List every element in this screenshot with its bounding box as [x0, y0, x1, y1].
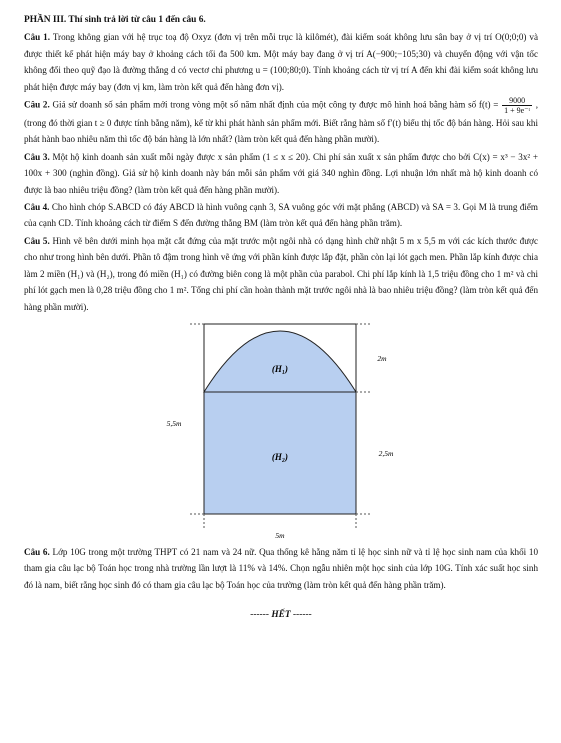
question-4	[24, 199, 538, 232]
h1-label: (H₁)	[271, 363, 289, 374]
question-1-text: Trong không gian với hệ trục toạ độ Oxyz (đơn vị trên mỗi trục là kilômét), đài kiểm soát không lưu sân bay ở vị trí O(0;0;0) và được thiết kế phát hiện máy bay ở khoảng cách tối đa 500 km. Một máy bay đang ở vị trí A(−900;−105;30) và chuyển động với vận tốc không đổi theo quỹ đạo là đường thẳng d có vectơ chỉ phương u = (100;80;0). Tính khoảng cách từ vị trí A đến khi đài kiểm soát không lưu phát hiện được máy bay (đơn vị km, làm tròn kết quả đến hàng đơn vị).	[24, 32, 539, 92]
dim-bottom-label: 2,5m	[378, 448, 394, 458]
house-front-diagram	[24, 316, 538, 544]
dim-total-height-label: 5,5m	[166, 418, 182, 428]
question-3	[24, 149, 538, 198]
question-2-text-a: Giả sử doanh số sản phẩm mới trong vòng một số năm nhất định của một công ty được mô hình hoá bằng hàm số f(t) =	[52, 99, 499, 110]
house-front-figure	[24, 316, 538, 544]
question-3-text: Một hộ kinh doanh sản xuất mỗi ngày được x sản phẩm (1 ≤ x ≤ 20). Chi phí sản xuất x sản phẩm được cho bởi C(x) = x³ − 3x² + 100x + 300 (nghìn đồng). Giả sử hộ kinh doanh này bán mỗi sản phẩm với giá 340 nghìn đồng. Lợi nhuận lớn nhất mà hộ kinh doanh có được là bao nhiêu triệu đồng? (làm tròn kết quả đến hàng phần mười).	[24, 151, 538, 195]
question-6-text: Lớp 10G trong một trường THPT có 21 nam và 24 nữ. Qua thống kê hằng năm tỉ lệ học sinh nữ và tỉ lệ học sinh nam của khối 10 tham gia câu lạc bộ Toán học trong nhà trường lần lượt là 11% và 14%. Chọn ngẫu nhiên một học sinh của lớp 10G. Tính xác suất học sinh đó là nam, biết rằng học sinh đó có tham gia câu lạc bộ Toán học của trường (làm tròn kết quả đến hàng phần trăm).	[24, 546, 539, 590]
dim-top-label: 2m	[377, 353, 387, 363]
question-6-label: Câu 6.	[24, 546, 50, 557]
question-1	[24, 29, 538, 95]
section-title: PHẦN III. Thí sinh trả lời từ câu 1 đến câu 6.	[24, 15, 206, 25]
end-marker: ------ HẾT ------	[250, 610, 312, 621]
question-2-text-b: , (trong đó thời gian t ≥ 0 được tính bằng năm), kể từ khi phát hành sản phẩm mới. Biết rằng hàm số f′(t) biểu thị tốc độ bán hàng. Hỏi sau khi phát hành bao nhiêu năm thì tốc độ bán hàng là lớn nhất? (làm tròn kết quả đến hàng phần mười).	[24, 99, 539, 145]
h2-label: (H₂)	[271, 451, 289, 462]
fraction-denominator: 1 + 9e⁻ᵗ	[504, 106, 530, 116]
question-5	[24, 233, 538, 315]
question-5-text: Hình vẽ bên dưới minh họa mặt cắt đứng của mặt trước một ngôi nhà có dạng hình chữ nhật 5 m x 5,5 m với các kích thước được cho như trong hình bên dưới. Phần tô đậm trong hình vẽ ứng với phần kính được lắp đặt, phần còn lại lót gạch men. Phần lắp kính được chia làm 2 miền (H₁) và (H₂), trong đó miền (H₁) có đường biên cong là một phần của parabol. Chi phí lắp kính là 1,5 triệu đồng cho 1 m² và chi phí lót gạch men là 0,28 triệu đồng cho 1 m². Tổng chi phí cần hoàn thành mặt trước ngôi nhà là bao nhiêu triệu đồng? (làm tròn kết quả đến hàng phần mười).	[24, 235, 538, 312]
question-2-label: Câu 2.	[24, 99, 50, 110]
question-3-label: Câu 3.	[24, 151, 50, 162]
exam-page	[24, 12, 538, 624]
question-2	[24, 96, 538, 148]
question-4-text: Cho hình chóp S.ABCD có đáy ABCD là hình vuông cạnh 3, SA vuông góc với mặt phẳng (ABCD) và SA = 3. Gọi M là trung điểm của cạnh CD. Tính khoảng cách từ điểm S đến đường thẳng BM (làm tròn kết quả đến hàng phần trăm).	[24, 202, 538, 229]
dim-width-label: 5m	[275, 530, 285, 540]
question-2-fraction	[502, 96, 532, 115]
question-1-label: Câu 1.	[24, 32, 50, 43]
question-6	[24, 544, 538, 593]
question-5-label: Câu 5.	[24, 235, 50, 246]
fraction-numerator: 9000	[502, 96, 532, 106]
question-4-label: Câu 4.	[24, 202, 50, 213]
